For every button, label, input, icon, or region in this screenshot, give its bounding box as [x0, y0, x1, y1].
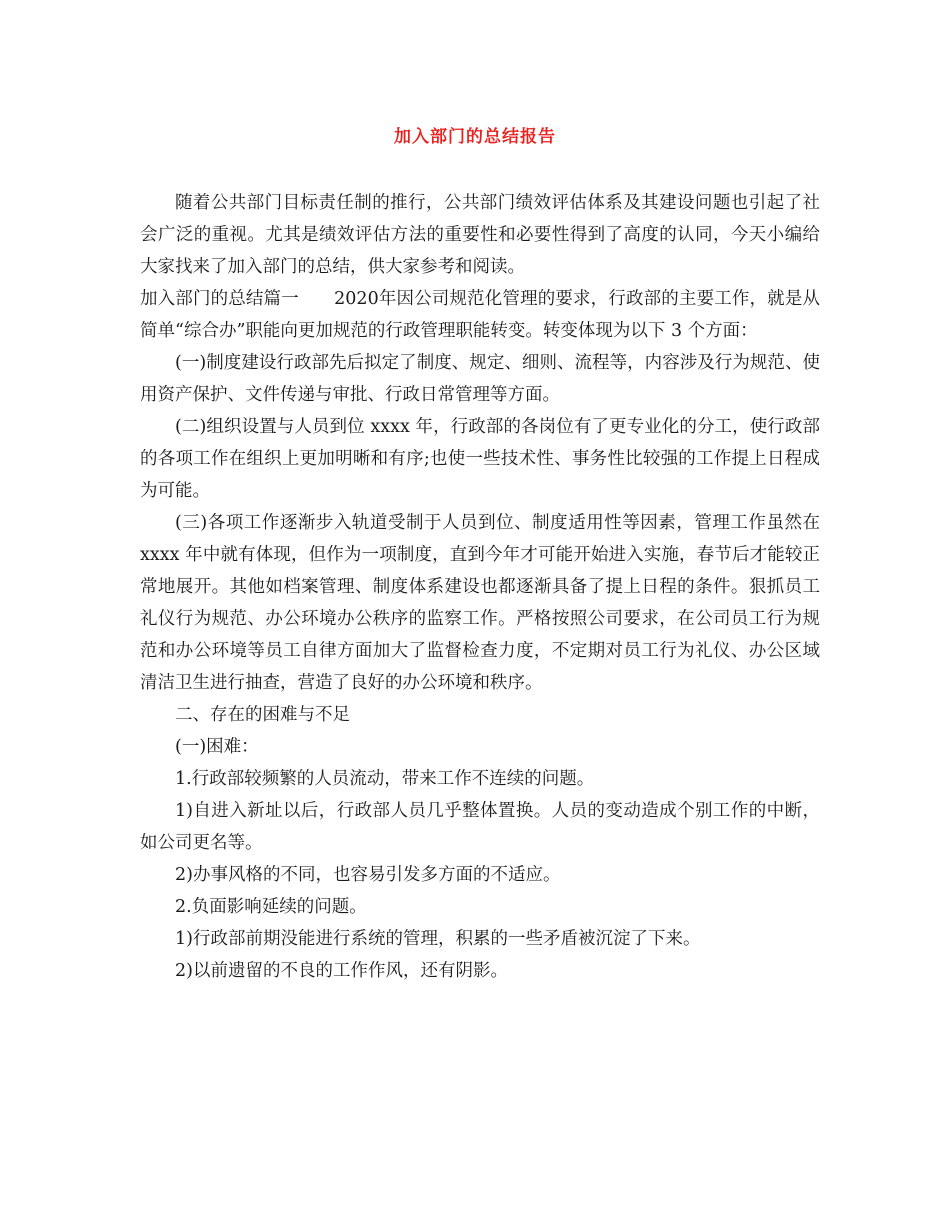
heading-difficulties: 二、存在的困难与不足 [175, 705, 350, 725]
list-item: 2)办事风格的不同，也容易引发多方面的不适应。 [175, 865, 561, 885]
section-one-paragraph: 加入部门的总结篇一 2020年因公司规范化管理的要求，行政部的主要工作，就是从简单“综合办”职能向更加规范的行政管理职能转变。转变体现为以下 3 个方面： [140, 289, 820, 341]
item-work-on-track: (三)各项工作逐渐步入轨道受制于人员到位、制度适用性等因素，管理工作虽然在 xxxx 年中就有体现，但作为一项制度，直到今年才可能开始进入实施，春节后才能较正常地展开。其他如档案管理、制度体系建设也都逐渐具备了提上日程的条件。狠抓员工礼仪行为规范、办公环境办公秩序的监察工作。严格按照公司要求，在公司员工行为规范和办公环境等员工自律方面加大了监督检查力度，不定期对员工行为礼仪、办公区域清洁卫生进行抽查，营造了良好的办公环境和秩序。 [140, 513, 820, 693]
list-item: 1)自进入新址以后，行政部人员几乎整体置换。人员的变动造成个别工作的中断，如公司更名等。 [140, 801, 820, 853]
document-title: 加入部门的总结报告 [394, 127, 556, 147]
item-system-building: (一)制度建设行政部先后拟定了制度、规定、细则、流程等，内容涉及行为规范、使用资产保护、文件传递与审批、行政日常管理等方面。 [140, 353, 820, 405]
list-item: 2)以前遗留的不良的工作作风，还有阴影。 [175, 961, 508, 981]
list-item: 2.负面影响延续的问题。 [175, 897, 367, 917]
list-item: 1.行政部较频繁的人员流动，带来工作不连续的问题。 [175, 769, 595, 789]
subheading-difficulties: (一)困难： [175, 737, 259, 757]
list-item: 1)行政部前期没能进行系统的管理，积累的一些矛盾被沉淀了下来。 [175, 929, 701, 949]
intro-paragraph: 随着公共部门目标责任制的推行，公共部门绩效评估体系及其建设问题也引起了社会广泛的重视。尤其是绩效评估方法的重要性和必要性得到了高度的认同，今天小编给大家找来了加入部门的总结，供大家参考和阅读。 [140, 193, 820, 277]
document-body [140, 187, 820, 987]
item-organization-setup: (二)组织设置与人员到位 xxxx 年，行政部的各岗位有了更专业化的分工，使行政部的各项工作在组织上更加明晰和有序;也使一些技术性、事务性比较强的工作提上日程成为可能。 [140, 417, 820, 501]
